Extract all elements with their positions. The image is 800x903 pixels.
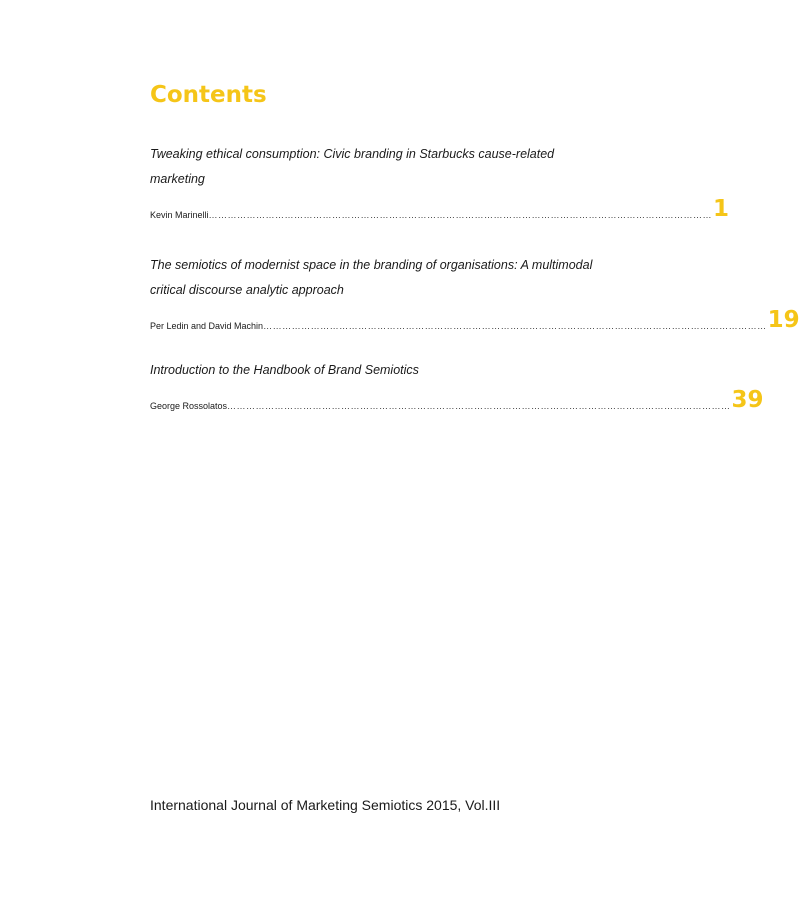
entry-author: Kevin Marinelli xyxy=(150,210,209,220)
entry-page-number: 19 xyxy=(767,307,800,333)
toc-entry-3[interactable] xyxy=(150,358,764,413)
dot-leader: …………………………………………………………………………………………………………………………………………… xyxy=(263,321,767,331)
entry-title-line: The semiotics of modernist space in the branding of organisations: A multimodal xyxy=(150,258,593,272)
entry-author: Per Ledin and David Machin xyxy=(150,321,264,331)
entry-author-line xyxy=(150,383,764,413)
dot-leader: …………………………………………………………………………………………………………………………………………… xyxy=(227,401,731,411)
entry-title-line: Introduction to the Handbook of Brand Semiotics xyxy=(150,363,419,377)
contents-heading: Contents xyxy=(150,82,267,108)
entry-author-line xyxy=(150,303,800,333)
entry-author-line xyxy=(150,192,730,222)
journal-footer: International Journal of Marketing Semiotics 2015, Vol.III xyxy=(150,797,501,813)
toc-entry-2[interactable] xyxy=(150,253,800,333)
entry-author: George Rossolatos xyxy=(150,401,228,411)
entry-title-line: critical discourse analytic approach xyxy=(150,283,344,297)
entry-title-line: marketing xyxy=(150,172,205,186)
entry-page-number: 39 xyxy=(731,387,764,413)
toc-entry-1[interactable] xyxy=(150,142,730,222)
dot-leader: …………………………………………………………………………………………………………………………………………… xyxy=(208,210,713,220)
entry-title-line: Tweaking ethical consumption: Civic branding in Starbucks cause-related xyxy=(150,147,555,161)
entry-page-number: 1 xyxy=(713,196,730,222)
